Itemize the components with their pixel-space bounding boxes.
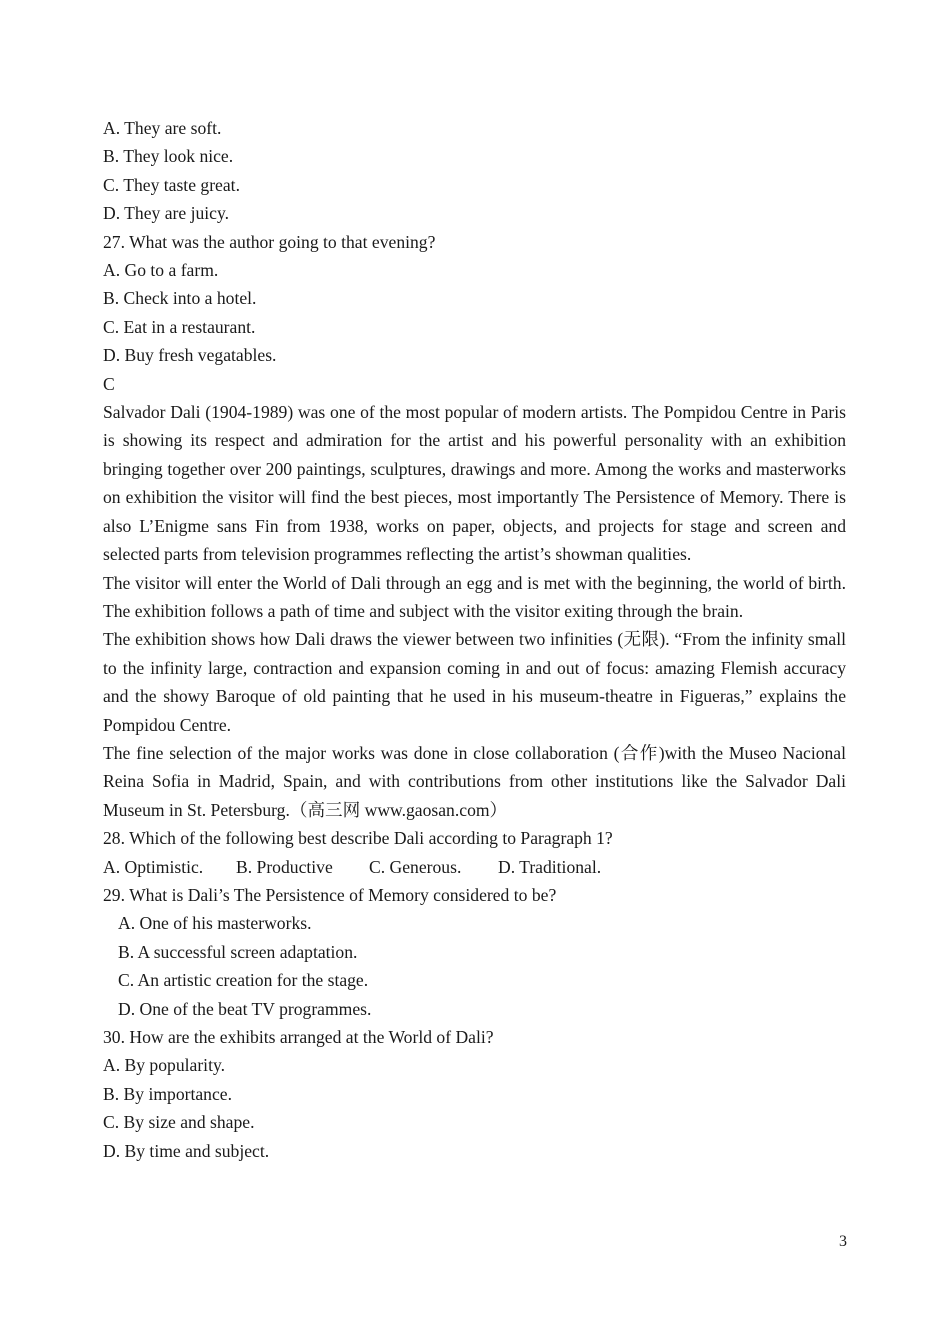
q26-option-d: D. They are juicy. bbox=[103, 203, 230, 224]
q29-option-d: D. One of the beat TV programmes. bbox=[118, 998, 372, 1019]
q26-option-b: B. They look nice. bbox=[103, 146, 234, 167]
question-29 bbox=[103, 881, 846, 1023]
q27-option-d: D. Buy fresh vegatables. bbox=[103, 345, 277, 366]
q28-option-b: B. Productive bbox=[236, 856, 333, 877]
q29-question: 29. What is Dali’s The Persistence of Memory considered to be? bbox=[103, 884, 557, 905]
q28-option-d: D. Traditional. bbox=[498, 856, 602, 877]
passage-paragraph-4: The fine selection of the major works was done in close collaboration (合作)with the Museo Nacional Reina Sofia in Madrid, Spain, and with contributions from other institutions like the Salvador Dali Museum in St. Petersburg.（高三网 www.gaosan.com） bbox=[103, 742, 846, 820]
document-page bbox=[103, 114, 846, 1165]
section-label: C bbox=[103, 373, 115, 394]
page-number: 3 bbox=[839, 1233, 847, 1250]
q30-option-b: B. By importance. bbox=[103, 1083, 232, 1104]
passage-paragraph-2: The visitor will enter the World of Dali through an egg and is met with the beginning, the world of birth. The exhibition follows a path of time and subject with the visitor exiting through the brain. bbox=[103, 572, 846, 621]
q29-option-c: C. An artistic creation for the stage. bbox=[118, 970, 369, 991]
q29-option-b: B. A successful screen adaptation. bbox=[118, 941, 358, 962]
q30-option-c: C. By size and shape. bbox=[103, 1112, 255, 1133]
q26-option-c: C. They taste great. bbox=[103, 174, 240, 195]
q27-question: 27. What was the author going to that evening? bbox=[103, 231, 436, 252]
q28-option-c: C. Generous. bbox=[369, 856, 462, 877]
passage-paragraph-1: Salvador Dali (1904-1989) was one of the most popular of modern artists. The Pompidou Centre in Paris is showing its respect and admiration for the artist and his powerful personality with an exhibition bringing together over 200 paintings, sculptures, drawings and more. Among the works and masterworks on exhibition the visitor will find the best pieces, most importantly The Persistence of Memory. There is also L’Enigme sans Fin from 1938, works on paper, objects, and projects for stage and screen and selected parts from television programmes reflecting the artist’s showman qualities. bbox=[103, 402, 846, 565]
q30-option-a: A. By popularity. bbox=[103, 1055, 226, 1076]
q28-question: 28. Which of the following best describe Dali according to Paragraph 1? bbox=[103, 828, 613, 849]
q29-option-a: A. One of his masterworks. bbox=[118, 913, 312, 934]
question-27 bbox=[103, 228, 846, 370]
q28-options-row bbox=[103, 853, 846, 881]
question-28 bbox=[103, 824, 846, 881]
q27-option-c: C. Eat in a restaurant. bbox=[103, 316, 256, 337]
q26-options bbox=[103, 114, 846, 228]
q28-option-a: A. Optimistic. bbox=[103, 856, 204, 877]
q30-question: 30. How are the exhibits arranged at the World of Dali? bbox=[103, 1027, 494, 1047]
question-30 bbox=[103, 1023, 846, 1165]
q26-option-a: A. They are soft. bbox=[103, 118, 222, 138]
q27-option-a: A. Go to a farm. bbox=[103, 260, 219, 281]
reading-passage bbox=[103, 398, 846, 824]
passage-paragraph-3: The exhibition shows how Dali draws the viewer between two infinities (无限). “From the infinity small to the infinity large, contraction and expansion coming in and out of focus: amazing Flemish accuracy and the showy Baroque of old painting that he used in his museum-theatre in Figueras,” explains the Pompidou Centre. bbox=[103, 629, 846, 735]
q27-option-b: B. Check into a hotel. bbox=[103, 288, 257, 309]
q30-option-d: D. By time and subject. bbox=[103, 1140, 270, 1161]
